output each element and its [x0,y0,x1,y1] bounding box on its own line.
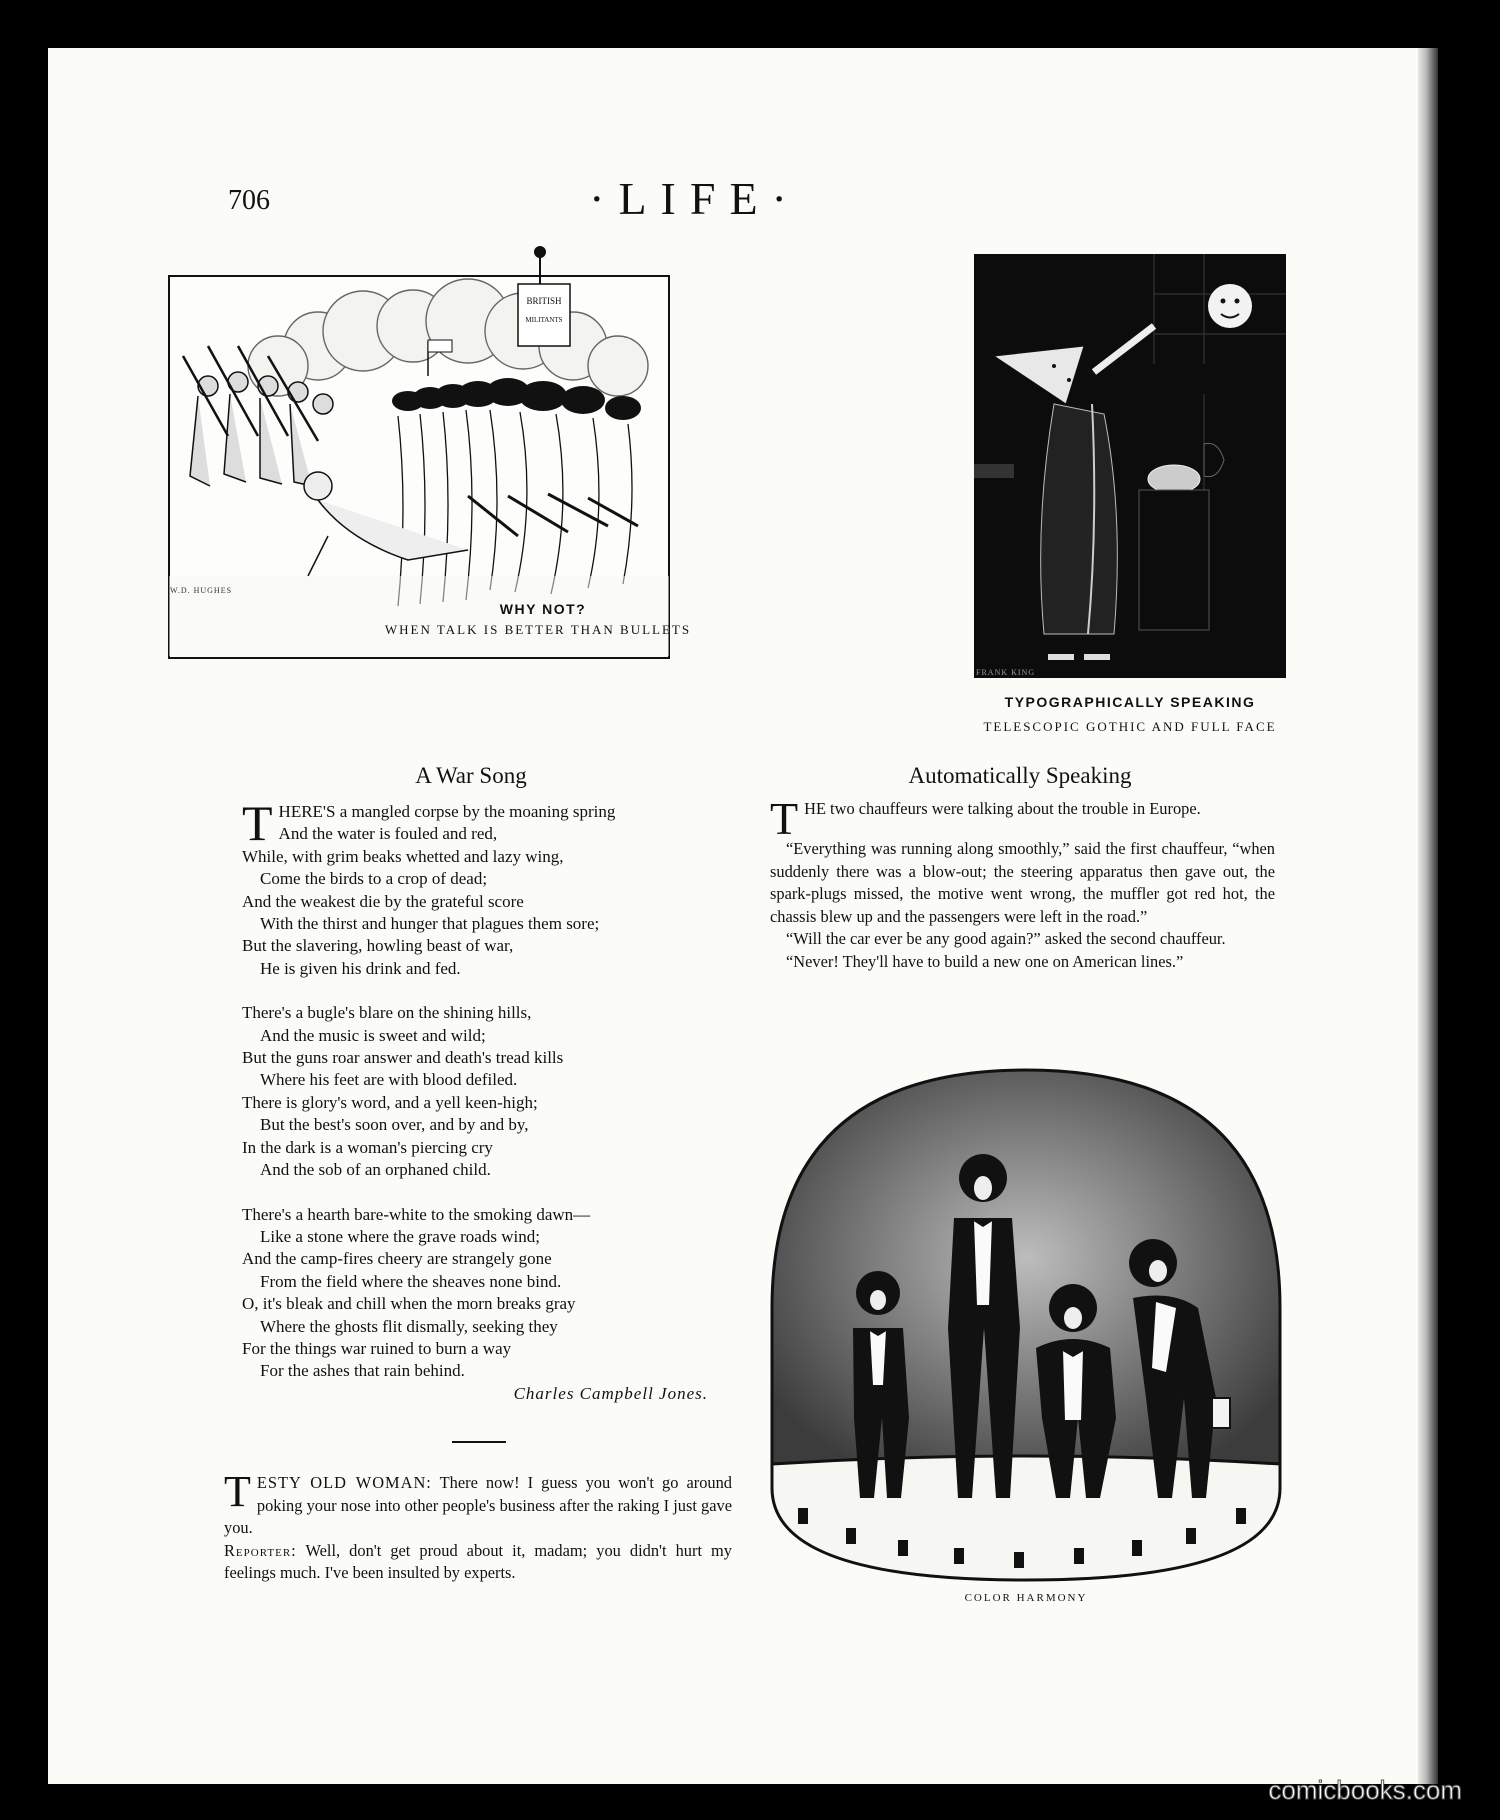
drop-cap: T [770,793,799,844]
poem-line: And the weakest die by the grateful score [242,891,524,911]
watermark: comicbooks.com [1268,1775,1462,1805]
page-spine [1418,48,1438,1784]
cartoon-color-harmony [768,1068,1284,1582]
poem-line: HERE'S a mangled corpse by the moaning spring [278,802,616,821]
poem-line: There is glory's word, and a yell keen-high; [242,1092,538,1112]
poem-line: Where his feet are with blood defiled. [260,1070,518,1090]
poem-line: And the sob of an orphaned child. [260,1160,491,1180]
svg-text:MILITANTS: MILITANTS [525,316,563,324]
poem-line: Come the birds to a crop of dead; [260,869,488,889]
poem-line: But the best's soon over, and by and by, [260,1115,529,1135]
poem-line: Where the ghosts flit dismally, seeking they [260,1316,558,1336]
poem-line: And the water is fouled and red, [278,824,498,844]
poem-stanza [242,1002,716,1181]
paragraph-text: “Everything was running along smoothly,” said the first chauffeur, “when suddenly there was a blow-out; the steering apparatus then gave out, the spark-plugs missed, the motive went wrong, the muffler got red hot, the chassis blew up and the passengers were left in the road.” [770,839,1275,926]
poem-line: But the guns roar answer and death's tread kills [242,1048,564,1068]
poem-line: In the dark is a woman's piercing cry [242,1137,493,1157]
testy-old-woman-joke [224,1467,732,1585]
poem-stanza [242,1204,716,1383]
section-divider [452,1441,506,1443]
suffragette-battle-illustration [168,236,670,660]
poem-line: Like a stone where the grave roads wind; [260,1226,540,1246]
cartoon-title: WHY NOT? [499,601,587,617]
poem-heading: A War Song [415,763,527,788]
poem-line: With the thirst and hunger that plagues them sore; [260,914,600,934]
poem-line: And the camp-fires cheery are strangely gone [242,1249,552,1269]
masthead [0,172,1390,225]
paragraph-text: “Never! They'll have to build a new one on American lines.” [786,951,1184,971]
astronomer-illustration [974,254,1286,678]
drop-cap: T [224,1467,251,1516]
poem-line: O, it's bleak and chill when the morn breaks gray [242,1294,576,1314]
speaker-label: Reporter: [224,1540,297,1560]
cartoon-caption: TELESCOPIC GOTHIC AND FULL FACE [983,719,1277,734]
poem-line: There's a bugle's blare on the shining hills, [242,1003,532,1023]
poem-line: From the field where the sheaves none bind. [260,1271,562,1291]
dialogue-text: There now! I guess you won't go around poking your nose into other people's business after the raking I just gave you. [224,1473,732,1538]
article-heading: Automatically Speaking [908,763,1132,788]
poem-body [242,795,716,1405]
automatically-speaking-text [770,793,1275,974]
drop-cap: T [242,795,273,851]
poem-signature: Charles Campbell Jones. [513,1383,708,1403]
cartoon-caption: COLOR HARMONY [964,1592,1088,1604]
page-number: 706 [228,185,270,216]
artist-credit: W.D. HUGHES [170,586,233,595]
quartet-illustration [768,1068,1284,1582]
poem-line: There's a hearth bare-white to the smoking dawn— [242,1204,591,1224]
cartoon-caption: WHEN TALK IS BETTER THAN BULLETS [384,622,692,637]
cartoon-why-not [168,236,670,660]
poem-line: He is given his drink and fed. [260,958,461,978]
poem-line: For the ashes that rain behind. [260,1361,465,1381]
speaker-label: ESTY OLD WOMAN: [256,1473,432,1492]
poem-line: While, with grim beaks whetted and lazy wing, [242,846,564,866]
poem-line: And the music is sweet and wild; [260,1025,486,1045]
cartoon-title: TYPOGRAPHICALLY SPEAKING [1004,694,1256,710]
artist-credit: FRANK KING [976,668,1036,677]
poem-stanza [242,795,716,980]
poem-line: For the things war ruined to burn a way [242,1338,512,1358]
cartoon-typographically-speaking [974,254,1286,678]
poem-line: But the slavering, howling beast of war, [242,936,514,956]
svg-text:BRITISH: BRITISH [526,296,562,306]
paragraph-text: “Will the car ever be any good again?” asked the second chauffeur. [786,929,1226,949]
masthead-title: ·LIFE· [589,173,801,224]
dialogue-text: Well, don't get proud about it, madam; you didn't hurt my feelings much. I've been insulted by experts. [224,1540,732,1583]
paragraph-text: HE two chauffeurs were talking about the trouble in Europe. [804,799,1201,818]
